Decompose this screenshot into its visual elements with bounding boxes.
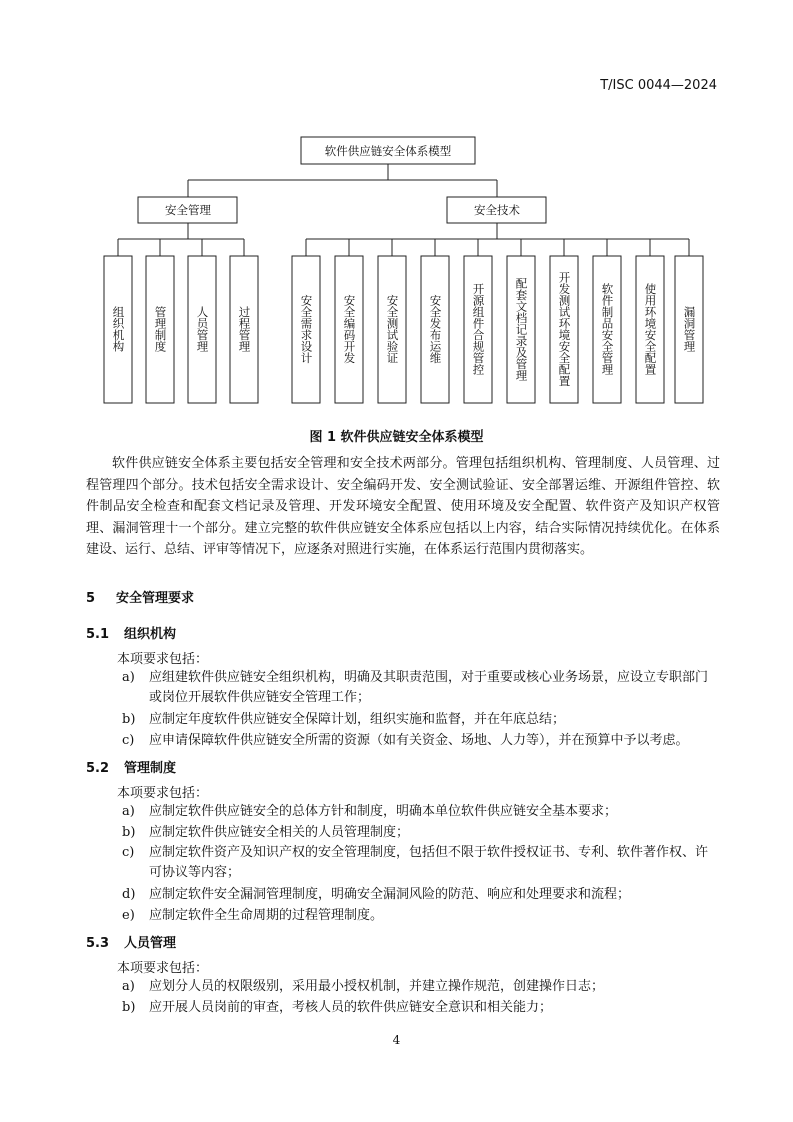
list-item-label: e) bbox=[122, 908, 135, 923]
section-intro: 本项要求包括： bbox=[117, 652, 209, 667]
list-item bbox=[117, 843, 720, 883]
section-title: 安全管理要求 bbox=[116, 591, 195, 606]
page-number: 4 bbox=[392, 1033, 401, 1047]
list-item bbox=[117, 731, 720, 751]
section-number: 5 bbox=[86, 591, 96, 606]
architecture-diagram bbox=[0, 0, 793, 420]
list-item bbox=[117, 998, 720, 1018]
list-item-text: 应制定软件全生命周期的过程管理制度。 bbox=[149, 908, 384, 923]
branch-node-technology bbox=[447, 197, 546, 223]
list-item-label: a) bbox=[122, 670, 135, 685]
list-item bbox=[117, 977, 720, 997]
technology-leaves bbox=[292, 256, 703, 403]
list-item-text: 应制定软件资产及知识产权的安全管理制度，包括但不限于软件授权证书、专利、软件著作权、许可协议等内容； bbox=[149, 845, 709, 880]
leaf-label: 人员管理 bbox=[195, 306, 210, 352]
section-number: 5.1 bbox=[86, 627, 110, 642]
list-item-label: b) bbox=[122, 712, 136, 727]
leaf-label: 安全编码开发 bbox=[342, 294, 357, 364]
list-item-label: b) bbox=[122, 1000, 136, 1015]
section-number: 5.2 bbox=[86, 761, 110, 776]
list-item-text: 应组建软件供应链安全组织机构，明确及其职责范围，对于重要或核心业务场景，应设立专职部门或岗位开展软件供应链安全管理工作； bbox=[149, 670, 709, 705]
section-intro: 本项要求包括： bbox=[117, 786, 209, 801]
management-leaves bbox=[104, 256, 258, 403]
leaf-label: 组织机构 bbox=[111, 306, 126, 352]
list-item-label: a) bbox=[122, 804, 135, 819]
leaf-label: 开发测试环境安全配置 bbox=[557, 271, 572, 387]
section-heading bbox=[86, 932, 176, 951]
branch-node-management bbox=[138, 197, 237, 223]
list-item-text: 应申请保障软件供应链安全所需的资源（如有关资金、场地、人力等），并在预算中予以考虑。 bbox=[149, 733, 689, 748]
list-item-text: 应划分人员的权限级别，采用最小授权机制，并建立操作规范，创建操作日志； bbox=[149, 979, 605, 994]
section-heading bbox=[86, 757, 176, 776]
leaf-label: 配套文档记录及管理 bbox=[514, 277, 529, 381]
list-item-text: 应制定软件供应链安全的总体方针和制度，明确本单位软件供应链安全基本要求； bbox=[149, 804, 618, 819]
list-item bbox=[117, 885, 720, 905]
section-heading bbox=[86, 587, 194, 606]
leaf-label: 软件制品安全管理 bbox=[600, 283, 615, 375]
list-item-label: b) bbox=[122, 825, 136, 840]
intro-paragraph: 软件供应链安全体系主要包括安全管理和安全技术两部分。管理包括组织机构、管理制度、人员管理、过程管理四个部分。技术包括安全需求设计、安全编码开发、安全测试验证、安全部署运维、开源组件管控、软件制品安全检查和配套文档记录及管理、开发环境安全配置、使用环境及安全配置、软件资产及知识产权管理、漏洞管理十一个部分。建立完整的软件供应链安全体系应包括以上内容，结合实际情况持续优化。在体系建设、运行、总结、评审等情况下，应逐条对照进行实施，在体系运行范围内贯彻落实。 bbox=[86, 456, 720, 557]
section-title: 组织机构 bbox=[124, 627, 177, 642]
list-item-label: c) bbox=[122, 845, 135, 860]
list-item-text: 应开展人员岗前的审查，考核人员的软件供应链安全意识和相关能力； bbox=[149, 1000, 553, 1015]
list-item-text: 应制定年度软件供应链安全保障计划，组织实施和监督，并在年底总结； bbox=[149, 712, 566, 727]
section-title: 人员管理 bbox=[124, 936, 177, 951]
list-item-label: a) bbox=[122, 979, 135, 994]
list-item bbox=[117, 906, 720, 926]
section-heading bbox=[86, 623, 176, 642]
figure-caption: 图 1 软件供应链安全体系模型 bbox=[309, 430, 484, 445]
list-item bbox=[117, 710, 720, 730]
root-node-label: 软件供应链安全体系模型 bbox=[324, 144, 452, 158]
list-item-label: c) bbox=[122, 733, 135, 748]
section-intro: 本项要求包括： bbox=[117, 961, 209, 976]
branch-label: 安全管理 bbox=[165, 203, 211, 217]
leaf-label: 安全测试验证 bbox=[385, 294, 400, 364]
section-title: 管理制度 bbox=[124, 761, 177, 776]
leaf-label: 安全需求设计 bbox=[299, 294, 314, 364]
list-item bbox=[117, 668, 720, 708]
leaf-label: 开源组件合规管控 bbox=[471, 283, 486, 375]
standard-id: T/ISC 0044—2024 bbox=[600, 78, 717, 93]
list-item-text: 应制定软件安全漏洞管理制度，明确安全漏洞风险的防范、响应和处理要求和流程； bbox=[149, 887, 631, 902]
list-item bbox=[117, 802, 720, 822]
leaf-label: 使用环境安全配置 bbox=[643, 283, 658, 375]
list-item-label: d) bbox=[122, 887, 136, 902]
branch-label: 安全技术 bbox=[474, 203, 520, 217]
leaf-label: 管理制度 bbox=[153, 306, 168, 352]
leaf-label: 漏洞管理 bbox=[682, 306, 697, 352]
list-item bbox=[117, 823, 720, 843]
leaf-label: 安全发布运维 bbox=[428, 294, 443, 364]
leaf-label: 过程管理 bbox=[237, 306, 252, 352]
root-node bbox=[301, 137, 475, 164]
section-number: 5.3 bbox=[86, 936, 110, 951]
list-item-text: 应制定软件供应链安全相关的人员管理制度； bbox=[149, 825, 410, 840]
